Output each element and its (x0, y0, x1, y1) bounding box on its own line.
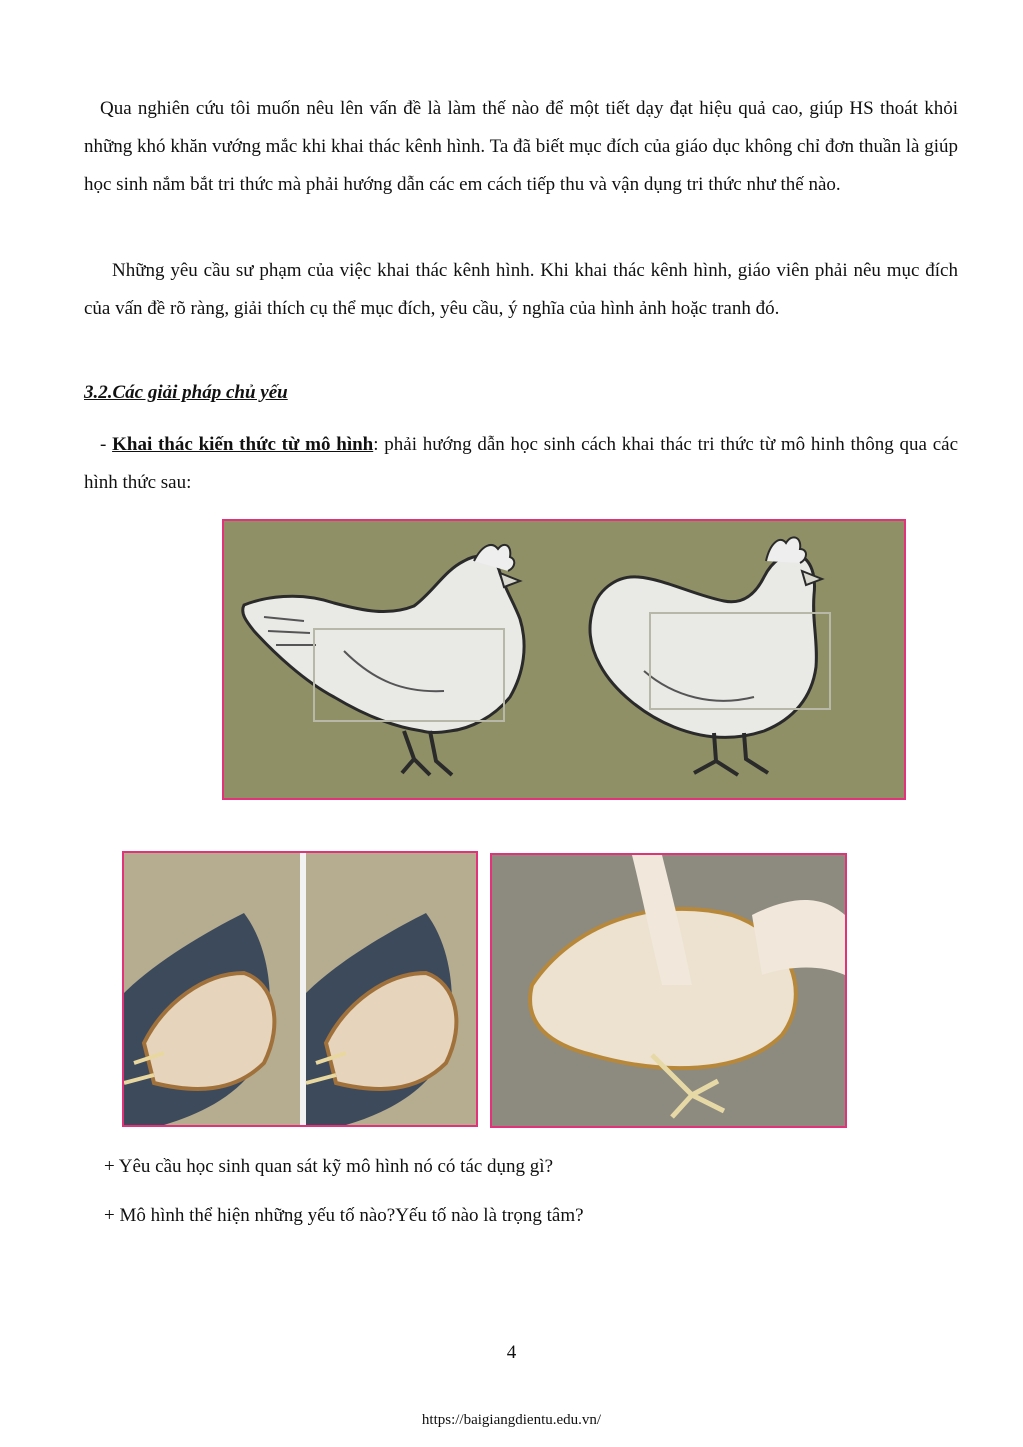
chicken-photo-left-icon (124, 853, 476, 1125)
chicken-photo-right (490, 853, 847, 1128)
bullet-model-elements: + Mô hình thể hiện những yếu tố nào?Yếu tố nào là trọng tâm? (104, 1205, 584, 1226)
paragraph-model-exploitation (84, 426, 958, 502)
paragraph-intro: Qua nghiên cứu tôi muốn nêu lên vấn đề là làm thế nào để một tiết dạy đạt hiệu quả cao, giúp HS thoát khỏi những khó khăn vướng mắc khi khai thác kênh hình. Ta đã biết mục đích của giáo dục không chỉ đơn thuần là giúp học sinh nắm bắt tri thức mà phải hướng dẫn các em cách tiếp thu và vận dụng tri thức như thế nào. (84, 98, 958, 195)
chicken-drawing-figure (222, 519, 906, 800)
para3-rest: : phải hướng dẫn học sinh cách khai thác tri thức từ mô hinh thông qua các hình thức sau: (84, 434, 959, 493)
chicken-drawing-icon (224, 521, 904, 798)
page-number: 4 (506, 1342, 517, 1363)
chicken-photo-right-icon (492, 855, 845, 1126)
para3-prefix: - (100, 434, 113, 455)
chicken-photo-left (122, 851, 478, 1127)
section-heading: 3.2.Các giải pháp chủ yếu (84, 382, 288, 403)
footer-url[interactable]: https://baigiangdientu.edu.vn/ (421, 1412, 602, 1428)
paragraph-requirements: Những yêu cầu sư phạm của việc khai thác kênh hình. Khi khai thác kênh hình, giáo viên phải nêu mục đích của vấn đề rõ ràng, giải thích cụ thể mục đích, yêu cầu, ý nghĩa của hình ảnh hoặc tranh đó. (84, 260, 958, 319)
para3-bold-term: Khai thác kiến thức từ mô hình (112, 434, 374, 455)
bullet-observe-model: + Yêu cầu học sinh quan sát kỹ mô hình nó có tác dụng gì? (104, 1156, 554, 1177)
